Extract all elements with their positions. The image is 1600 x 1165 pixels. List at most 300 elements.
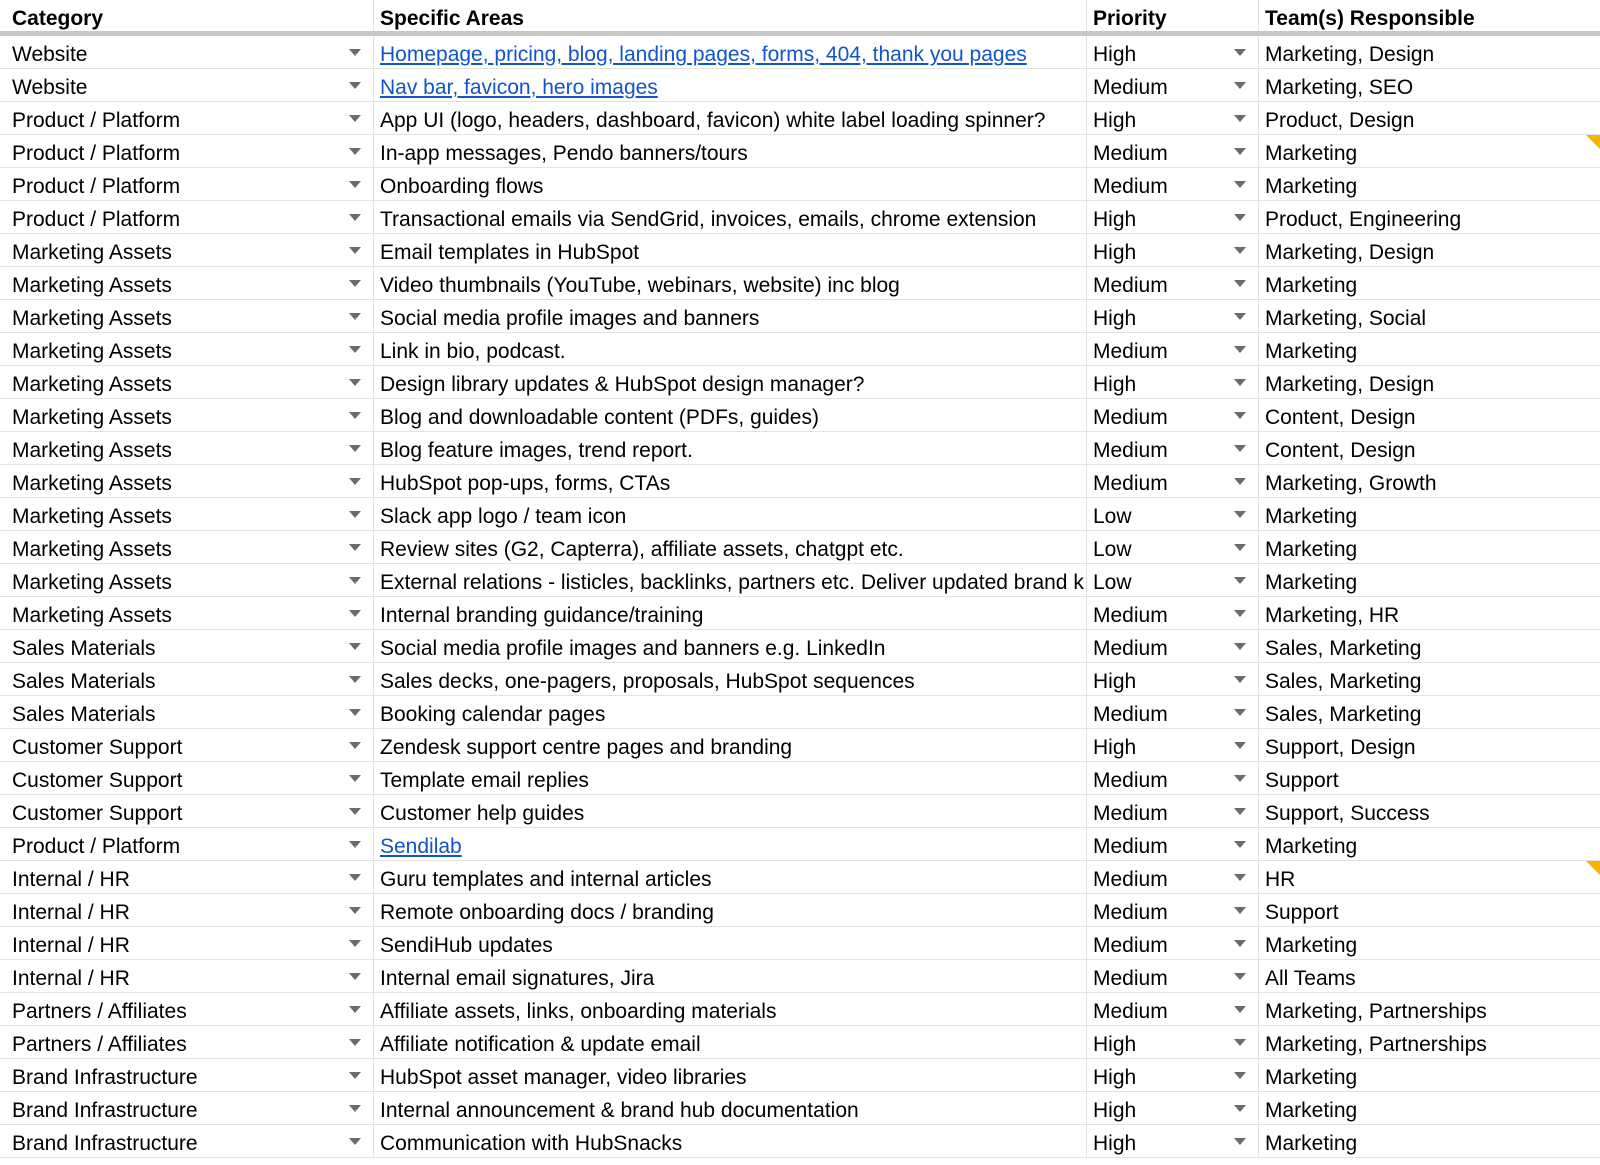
table-row — [0, 498, 1600, 531]
teams-cell-text: Content, Design — [1265, 406, 1416, 429]
priority-cell[interactable] — [1087, 168, 1259, 200]
category-cell[interactable] — [0, 861, 374, 893]
table-row — [0, 564, 1600, 597]
priority-cell[interactable] — [1087, 1026, 1259, 1058]
teams-cell-text: Product, Engineering — [1265, 208, 1462, 231]
specific-areas-cell[interactable] — [374, 366, 1087, 398]
chevron-down-icon[interactable] — [349, 676, 361, 683]
chevron-down-icon[interactable] — [1234, 841, 1246, 848]
chevron-down-icon[interactable] — [349, 214, 361, 221]
specific-areas-cell[interactable] — [374, 894, 1087, 926]
chevron-down-icon[interactable] — [1234, 115, 1246, 122]
priority-cell-text: Low — [1093, 538, 1132, 561]
category-cell-text: Marketing Assets — [12, 604, 172, 627]
table-row — [0, 663, 1600, 696]
specific-areas-cell-text[interactable]: Sendilab — [380, 835, 462, 858]
category-cell-text: Internal / HR — [12, 967, 130, 990]
teams-cell[interactable] — [1259, 663, 1600, 695]
priority-cell[interactable] — [1087, 828, 1259, 860]
teams-cell[interactable] — [1259, 729, 1600, 761]
teams-cell[interactable] — [1259, 1092, 1600, 1124]
teams-cell[interactable] — [1259, 432, 1600, 464]
teams-cell[interactable] — [1259, 465, 1600, 497]
chevron-down-icon[interactable] — [1234, 973, 1246, 980]
teams-cell-text: Sales, Marketing — [1265, 703, 1422, 726]
priority-cell-text: Medium — [1093, 76, 1168, 99]
priority-cell[interactable] — [1087, 531, 1259, 563]
specific-areas-cell[interactable] — [374, 696, 1087, 728]
specific-areas-cell[interactable] — [374, 729, 1087, 761]
chevron-down-icon[interactable] — [349, 379, 361, 386]
category-cell-text: Internal / HR — [12, 868, 130, 891]
priority-cell[interactable] — [1087, 597, 1259, 629]
table-row — [0, 795, 1600, 828]
chevron-down-icon[interactable] — [1234, 544, 1246, 551]
specific-areas-cell[interactable] — [374, 300, 1087, 332]
teams-cell[interactable] — [1259, 267, 1600, 299]
chevron-down-icon[interactable] — [1234, 940, 1246, 947]
teams-cell[interactable] — [1259, 762, 1600, 794]
category-cell[interactable] — [0, 597, 374, 629]
chevron-down-icon[interactable] — [349, 544, 361, 551]
specific-areas-cell-text: Communication with HubSnacks — [380, 1132, 683, 1155]
chevron-down-icon[interactable] — [1234, 478, 1246, 485]
teams-cell[interactable] — [1259, 993, 1600, 1025]
chevron-down-icon[interactable] — [349, 610, 361, 617]
priority-cell[interactable] — [1087, 135, 1259, 167]
teams-cell[interactable] — [1259, 36, 1600, 68]
chevron-down-icon[interactable] — [349, 49, 361, 56]
category-cell[interactable] — [0, 795, 374, 827]
chevron-down-icon[interactable] — [1234, 1138, 1246, 1145]
specific-areas-cell-text: In-app messages, Pendo banners/tours — [380, 142, 748, 165]
priority-cell-text: Medium — [1093, 142, 1168, 165]
teams-cell[interactable] — [1259, 630, 1600, 662]
category-cell-text: Website — [12, 43, 88, 66]
specific-areas-cell[interactable] — [374, 135, 1087, 167]
specific-areas-cell[interactable] — [374, 399, 1087, 431]
priority-cell[interactable] — [1087, 696, 1259, 728]
teams-cell-text: HR — [1265, 868, 1296, 891]
priority-cell[interactable] — [1087, 1125, 1259, 1157]
specific-areas-cell[interactable] — [374, 663, 1087, 695]
priority-cell[interactable] — [1087, 300, 1259, 332]
category-cell[interactable] — [0, 135, 374, 167]
teams-cell-text: Marketing — [1265, 175, 1358, 198]
category-cell-text: Sales Materials — [12, 703, 156, 726]
chevron-down-icon[interactable] — [1234, 379, 1246, 386]
teams-cell-text: Marketing, Design — [1265, 373, 1435, 396]
priority-cell[interactable] — [1087, 894, 1259, 926]
teams-cell[interactable] — [1259, 366, 1600, 398]
teams-cell[interactable] — [1259, 696, 1600, 728]
table-row — [0, 333, 1600, 366]
priority-cell[interactable] — [1087, 795, 1259, 827]
chevron-down-icon[interactable] — [1234, 874, 1246, 881]
category-cell[interactable] — [0, 399, 374, 431]
teams-cell[interactable] — [1259, 399, 1600, 431]
category-cell[interactable] — [0, 993, 374, 1025]
chevron-down-icon[interactable] — [1234, 280, 1246, 287]
category-cell[interactable] — [0, 201, 374, 233]
category-cell[interactable] — [0, 927, 374, 959]
chevron-down-icon[interactable] — [349, 511, 361, 518]
chevron-down-icon[interactable] — [349, 577, 361, 584]
category-cell[interactable] — [0, 498, 374, 530]
chevron-down-icon[interactable] — [349, 742, 361, 749]
teams-cell[interactable] — [1259, 234, 1600, 266]
chevron-down-icon[interactable] — [349, 115, 361, 122]
table-row — [0, 960, 1600, 993]
chevron-down-icon[interactable] — [1234, 676, 1246, 683]
teams-cell-text: Marketing — [1265, 1132, 1358, 1155]
category-cell[interactable] — [0, 828, 374, 860]
priority-cell[interactable] — [1087, 267, 1259, 299]
table-row — [0, 1092, 1600, 1125]
priority-cell-text: High — [1093, 1099, 1137, 1122]
teams-cell[interactable] — [1259, 102, 1600, 134]
specific-areas-cell[interactable] — [374, 465, 1087, 497]
specific-areas-cell[interactable] — [374, 267, 1087, 299]
priority-cell-text: Low — [1093, 505, 1132, 528]
teams-cell[interactable] — [1259, 597, 1600, 629]
chevron-down-icon[interactable] — [1234, 1039, 1246, 1046]
chevron-down-icon[interactable] — [1234, 907, 1246, 914]
priority-cell[interactable] — [1087, 630, 1259, 662]
category-cell[interactable] — [0, 366, 374, 398]
priority-cell-text: High — [1093, 1132, 1137, 1155]
category-cell[interactable] — [0, 630, 374, 662]
comment-marker-icon[interactable] — [1586, 861, 1600, 875]
chevron-down-icon[interactable] — [1234, 181, 1246, 188]
chevron-down-icon[interactable] — [349, 280, 361, 287]
table-row — [0, 399, 1600, 432]
priority-cell-text: Medium — [1093, 472, 1168, 495]
teams-cell[interactable] — [1259, 531, 1600, 563]
specific-areas-cell-text[interactable]: Nav bar, favicon, hero images — [380, 76, 658, 99]
teams-cell-text: Marketing — [1265, 274, 1358, 297]
priority-cell[interactable] — [1087, 1059, 1259, 1091]
priority-cell[interactable] — [1087, 762, 1259, 794]
chevron-down-icon[interactable] — [349, 247, 361, 254]
priority-cell[interactable] — [1087, 564, 1259, 596]
priority-cell[interactable] — [1087, 927, 1259, 959]
table-row — [0, 993, 1600, 1026]
teams-cell[interactable] — [1259, 1026, 1600, 1058]
chevron-down-icon[interactable] — [349, 1039, 361, 1046]
specific-areas-cell[interactable] — [374, 234, 1087, 266]
teams-cell[interactable] — [1259, 1059, 1600, 1091]
priority-cell[interactable] — [1087, 498, 1259, 530]
specific-areas-cell[interactable] — [374, 201, 1087, 233]
chevron-down-icon[interactable] — [349, 1105, 361, 1112]
teams-cell[interactable] — [1259, 828, 1600, 860]
specific-areas-cell[interactable] — [374, 993, 1087, 1025]
chevron-down-icon[interactable] — [349, 709, 361, 716]
teams-cell-text: Marketing — [1265, 142, 1358, 165]
teams-cell[interactable] — [1259, 894, 1600, 926]
priority-cell[interactable] — [1087, 102, 1259, 134]
category-cell[interactable] — [0, 762, 374, 794]
category-cell-text: Internal / HR — [12, 901, 130, 924]
specific-areas-cell[interactable] — [374, 1059, 1087, 1091]
category-cell[interactable] — [0, 69, 374, 101]
specific-areas-cell[interactable] — [374, 333, 1087, 365]
specific-areas-cell[interactable] — [374, 1026, 1087, 1058]
specific-areas-cell-text: Internal email signatures, Jira — [380, 967, 655, 990]
teams-cell-text: Marketing, Design — [1265, 241, 1435, 264]
priority-cell[interactable] — [1087, 663, 1259, 695]
priority-cell-text: High — [1093, 43, 1137, 66]
category-cell[interactable] — [0, 564, 374, 596]
category-cell[interactable] — [0, 300, 374, 332]
priority-cell[interactable] — [1087, 993, 1259, 1025]
category-cell[interactable] — [0, 432, 374, 464]
category-cell[interactable] — [0, 894, 374, 926]
teams-cell[interactable] — [1259, 300, 1600, 332]
chevron-down-icon[interactable] — [1234, 742, 1246, 749]
table-row — [0, 762, 1600, 795]
specific-areas-cell[interactable] — [374, 36, 1087, 68]
teams-cell-text: Marketing, SEO — [1265, 76, 1414, 99]
chevron-down-icon[interactable] — [1234, 346, 1246, 353]
priority-cell-text: High — [1093, 109, 1137, 132]
chevron-down-icon[interactable] — [349, 907, 361, 914]
table-row — [0, 531, 1600, 564]
specific-areas-cell-text: Blog feature images, trend report. — [380, 439, 693, 462]
priority-cell-text: High — [1093, 373, 1137, 396]
specific-areas-cell[interactable] — [374, 432, 1087, 464]
chevron-down-icon[interactable] — [349, 874, 361, 881]
priority-cell[interactable] — [1087, 36, 1259, 68]
specific-areas-cell-text: Guru templates and internal articles — [380, 868, 712, 891]
teams-cell-text: All Teams — [1265, 967, 1356, 990]
teams-cell[interactable] — [1259, 960, 1600, 992]
category-cell[interactable] — [0, 1026, 374, 1058]
priority-cell-text: Medium — [1093, 967, 1168, 990]
teams-cell[interactable] — [1259, 498, 1600, 530]
chevron-down-icon[interactable] — [1234, 1072, 1246, 1079]
header-specific-areas[interactable]: Specific Areas — [374, 0, 1087, 31]
specific-areas-cell[interactable] — [374, 630, 1087, 662]
category-cell-text: Marketing Assets — [12, 538, 172, 561]
table-row — [0, 36, 1600, 69]
priority-cell-text: Medium — [1093, 1000, 1168, 1023]
priority-cell[interactable] — [1087, 861, 1259, 893]
teams-cell[interactable] — [1259, 795, 1600, 827]
teams-cell[interactable] — [1259, 927, 1600, 959]
category-cell-text: Marketing Assets — [12, 505, 172, 528]
chevron-down-icon[interactable] — [349, 445, 361, 452]
teams-cell[interactable] — [1259, 69, 1600, 101]
category-cell[interactable] — [0, 465, 374, 497]
specific-areas-cell[interactable] — [374, 828, 1087, 860]
table-row — [0, 729, 1600, 762]
priority-cell-text: Medium — [1093, 637, 1168, 660]
chevron-down-icon[interactable] — [1234, 49, 1246, 56]
priority-cell-text: Medium — [1093, 868, 1168, 891]
specific-areas-cell-text: Social media profile images and banners — [380, 307, 760, 330]
table-row — [0, 168, 1600, 201]
priority-cell[interactable] — [1087, 399, 1259, 431]
teams-cell-text: Support — [1265, 901, 1339, 924]
category-cell-text: Marketing Assets — [12, 307, 172, 330]
category-cell[interactable] — [0, 333, 374, 365]
chevron-down-icon[interactable] — [1234, 775, 1246, 782]
chevron-down-icon[interactable] — [349, 643, 361, 650]
chevron-down-icon[interactable] — [1234, 511, 1246, 518]
teams-cell-text: Marketing, HR — [1265, 604, 1400, 627]
specific-areas-cell-text: Link in bio, podcast. — [380, 340, 566, 363]
specific-areas-cell[interactable] — [374, 960, 1087, 992]
specific-areas-cell[interactable] — [374, 531, 1087, 563]
priority-cell-text: Medium — [1093, 835, 1168, 858]
table-row — [0, 267, 1600, 300]
priority-cell-text: High — [1093, 1066, 1137, 1089]
specific-areas-cell-text: Sales decks, one-pagers, proposals, HubSpot sequences — [380, 670, 915, 693]
teams-cell[interactable] — [1259, 333, 1600, 365]
chevron-down-icon[interactable] — [1234, 1006, 1246, 1013]
priority-cell-text: Medium — [1093, 406, 1168, 429]
teams-cell-text: Support — [1265, 769, 1339, 792]
table-row — [0, 630, 1600, 663]
chevron-down-icon[interactable] — [1234, 247, 1246, 254]
specific-areas-cell[interactable] — [374, 861, 1087, 893]
chevron-down-icon[interactable] — [349, 1072, 361, 1079]
specific-areas-cell[interactable] — [374, 795, 1087, 827]
teams-cell-text: Marketing — [1265, 1066, 1358, 1089]
chevron-down-icon[interactable] — [1234, 577, 1246, 584]
specific-areas-cell[interactable] — [374, 927, 1087, 959]
chevron-down-icon[interactable] — [349, 940, 361, 947]
header-priority[interactable]: Priority — [1087, 0, 1259, 31]
chevron-down-icon[interactable] — [1234, 214, 1246, 221]
header-category[interactable]: Category — [0, 0, 374, 31]
category-cell[interactable] — [0, 36, 374, 68]
teams-cell[interactable] — [1259, 201, 1600, 233]
priority-cell[interactable] — [1087, 960, 1259, 992]
chevron-down-icon[interactable] — [1234, 808, 1246, 815]
priority-cell[interactable] — [1087, 234, 1259, 266]
category-cell[interactable] — [0, 168, 374, 200]
chevron-down-icon[interactable] — [1234, 313, 1246, 320]
chevron-down-icon[interactable] — [349, 181, 361, 188]
specific-areas-cell-text: Review sites (G2, Capterra), affiliate assets, chatgpt etc. — [380, 538, 904, 561]
category-cell-text: Customer Support — [12, 802, 183, 825]
chevron-down-icon[interactable] — [349, 478, 361, 485]
teams-cell-text: Marketing, Partnerships — [1265, 1000, 1487, 1023]
specific-areas-cell[interactable] — [374, 168, 1087, 200]
chevron-down-icon[interactable] — [349, 1138, 361, 1145]
category-cell[interactable] — [0, 531, 374, 563]
comment-marker-icon[interactable] — [1586, 135, 1600, 149]
teams-cell[interactable] — [1259, 135, 1600, 167]
teams-cell-text: Marketing, Social — [1265, 307, 1427, 330]
specific-areas-cell[interactable] — [374, 102, 1087, 134]
category-cell[interactable] — [0, 696, 374, 728]
specific-areas-cell[interactable] — [374, 1092, 1087, 1124]
chevron-down-icon[interactable] — [349, 841, 361, 848]
priority-cell[interactable] — [1087, 1092, 1259, 1124]
teams-cell-text: Support, Success — [1265, 802, 1430, 825]
category-cell[interactable] — [0, 1092, 374, 1124]
chevron-down-icon[interactable] — [1234, 445, 1246, 452]
specific-areas-cell[interactable] — [374, 69, 1087, 101]
chevron-down-icon[interactable] — [1234, 709, 1246, 716]
category-cell-text: Marketing Assets — [12, 472, 172, 495]
chevron-down-icon[interactable] — [349, 148, 361, 155]
priority-cell-text: High — [1093, 208, 1137, 231]
chevron-down-icon[interactable] — [349, 346, 361, 353]
teams-cell[interactable] — [1259, 1125, 1600, 1157]
category-cell[interactable] — [0, 234, 374, 266]
priority-cell-text: Medium — [1093, 604, 1168, 627]
chevron-down-icon[interactable] — [1234, 82, 1246, 89]
specific-areas-cell-text: HubSpot pop-ups, forms, CTAs — [380, 472, 671, 495]
priority-cell-text: Medium — [1093, 439, 1168, 462]
teams-cell[interactable] — [1259, 861, 1600, 893]
category-cell-text: Product / Platform — [12, 835, 181, 858]
priority-cell-text: Medium — [1093, 901, 1168, 924]
specific-areas-cell[interactable] — [374, 498, 1087, 530]
chevron-down-icon[interactable] — [349, 412, 361, 419]
specific-areas-cell[interactable] — [374, 762, 1087, 794]
teams-cell-text: Marketing — [1265, 1099, 1358, 1122]
chevron-down-icon[interactable] — [349, 775, 361, 782]
priority-cell[interactable] — [1087, 201, 1259, 233]
table-row — [0, 366, 1600, 399]
priority-cell[interactable] — [1087, 69, 1259, 101]
chevron-down-icon[interactable] — [349, 973, 361, 980]
category-cell[interactable] — [0, 1059, 374, 1091]
table-row — [0, 201, 1600, 234]
chevron-down-icon[interactable] — [349, 82, 361, 89]
category-cell[interactable] — [0, 102, 374, 134]
priority-cell[interactable] — [1087, 333, 1259, 365]
category-cell[interactable] — [0, 267, 374, 299]
specific-areas-cell-text[interactable]: Homepage, pricing, blog, landing pages, forms, 404, thank you pages — [380, 43, 1027, 66]
priority-cell[interactable] — [1087, 729, 1259, 761]
specific-areas-cell-text: HubSpot asset manager, video libraries — [380, 1066, 747, 1089]
specific-areas-cell[interactable] — [374, 564, 1087, 596]
specific-areas-cell-text: Design library updates & HubSpot design manager? — [380, 373, 865, 396]
table-row — [0, 135, 1600, 168]
category-cell[interactable] — [0, 663, 374, 695]
category-cell[interactable] — [0, 960, 374, 992]
teams-cell[interactable] — [1259, 168, 1600, 200]
priority-cell[interactable] — [1087, 432, 1259, 464]
table-row — [0, 465, 1600, 498]
chevron-down-icon[interactable] — [349, 808, 361, 815]
specific-areas-cell[interactable] — [374, 597, 1087, 629]
chevron-down-icon[interactable] — [1234, 148, 1246, 155]
chevron-down-icon[interactable] — [349, 313, 361, 320]
priority-cell[interactable] — [1087, 366, 1259, 398]
category-cell[interactable] — [0, 1125, 374, 1157]
teams-cell-text: Product, Design — [1265, 109, 1415, 132]
chevron-down-icon[interactable] — [1234, 610, 1246, 617]
chevron-down-icon[interactable] — [349, 1006, 361, 1013]
chevron-down-icon[interactable] — [1234, 412, 1246, 419]
priority-cell[interactable] — [1087, 465, 1259, 497]
header-teams-responsible[interactable]: Team(s) Responsible — [1265, 7, 1475, 30]
teams-cell[interactable] — [1259, 564, 1600, 596]
chevron-down-icon[interactable] — [1234, 643, 1246, 650]
specific-areas-cell[interactable] — [374, 1125, 1087, 1157]
priority-cell-text: High — [1093, 307, 1137, 330]
chevron-down-icon[interactable] — [1234, 1105, 1246, 1112]
category-cell[interactable] — [0, 729, 374, 761]
